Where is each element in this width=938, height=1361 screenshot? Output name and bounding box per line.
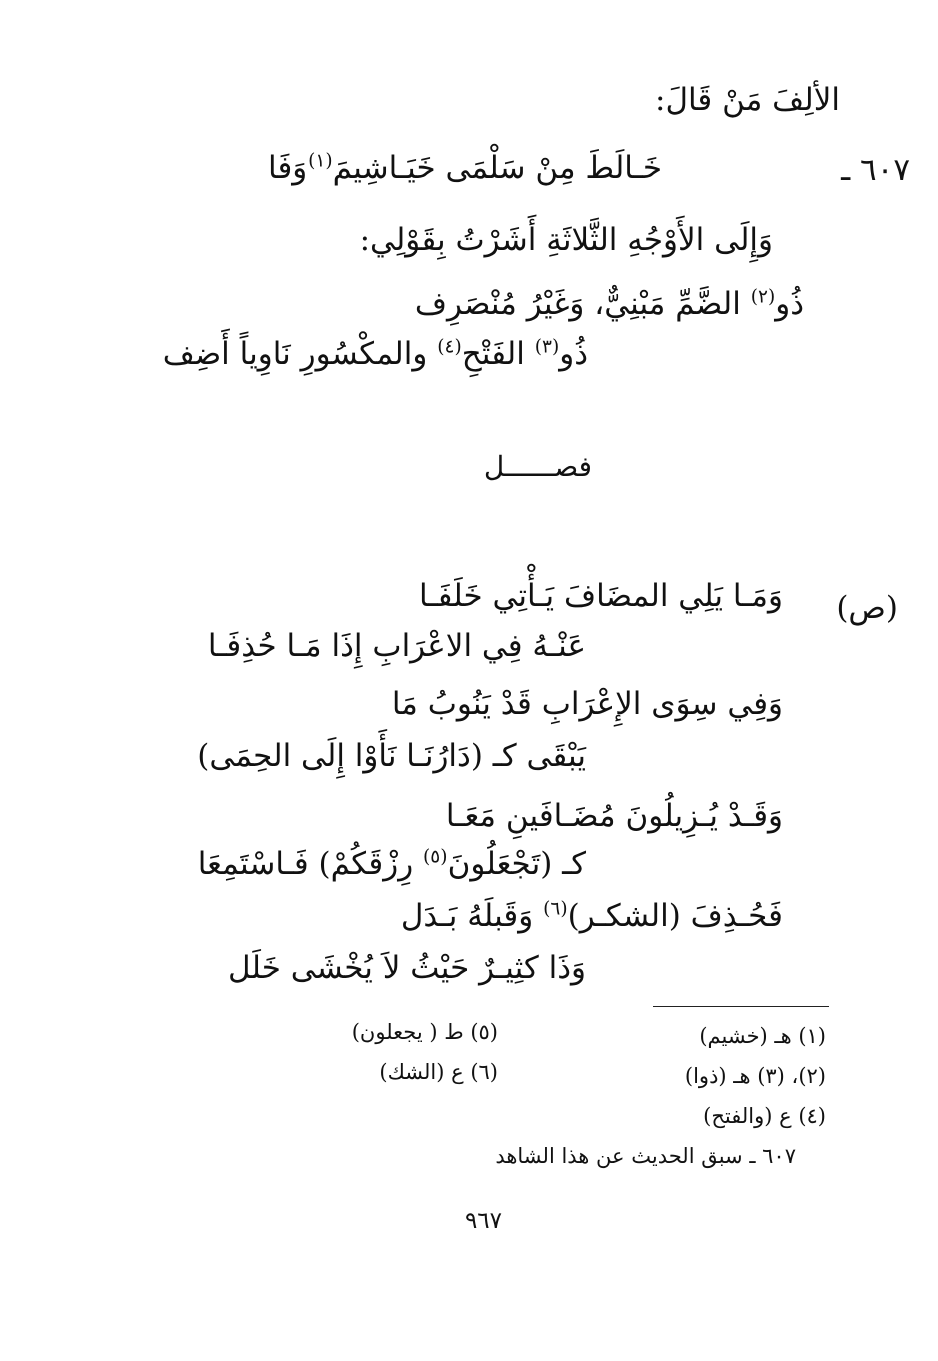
footnote-ref-6: (٦) [543, 898, 568, 920]
verse-line-6-pre: كـ (تَجْعَلُونَ [447, 846, 586, 882]
verse-number-607: ٦٠٧ ـ [841, 152, 910, 188]
footnote-ref-4: (٤) [437, 336, 462, 358]
couplet-line-2-mid: الفَتْحِ [461, 336, 525, 372]
couplet-line-1-post: الضَّمِّ مَبْنِيٌّ، وَغَيْرُ مُنْصَرِف [414, 286, 741, 322]
three-ways-line: وَإِلَى الأَوْجُهِ الثَّلاثَةِ أَشَرْتُ بِقَوْلِي: [359, 222, 773, 258]
footnote-ref-5: (٥) [423, 846, 448, 868]
footnote-separator [653, 1006, 829, 1007]
footnote-ref-3: (٣) [534, 336, 560, 358]
verse-line-5: وَقَـدْ يُـزِيلُونَ مُضَـافَينِ مَعَـا [445, 798, 783, 834]
verse-line-8: وَذَا كثِيـرٌ حَيْثُ لاَ يُخْشَى خَلَل [228, 950, 586, 986]
footnote-2-3: (٢)، (٣) هـ (ذوا) [684, 1064, 826, 1088]
couplet-line-2-pre: ذُو [559, 336, 588, 372]
couplet-line-2 [163, 336, 588, 372]
verse-marker: (ص) [836, 590, 898, 626]
page-number: ٩٦٧ [464, 1208, 502, 1234]
verse-line-2: عَنْـهُ فِي الاعْرَابِ إِذَا مَـا حُذِفَـا [207, 628, 586, 664]
verse-line-7 [401, 898, 783, 934]
footnote-6: (٦) ع (الشك) [379, 1060, 498, 1084]
footnote-5: (٥) ط ( يجعلون) [351, 1020, 498, 1044]
intro-line: الألِفَ مَنْ قَالَ: [655, 82, 840, 118]
couplet-line-2-post: والمكْسُورِ نَاوِياً أَضِف [162, 336, 428, 372]
verse-line-6-post: رِزْقَكُمْ) فَـاسْتَمِعَا [197, 846, 414, 882]
couplet-line-1 [415, 286, 804, 322]
verse-line-3: وَفِي سِوَى الإِعْرَابِ قَدْ يَنُوبُ مَا [391, 686, 783, 722]
verse-607-hemistich-left: وَفَا [268, 150, 308, 186]
verse-line-7-post: وَقَبلَهُ بَـدَل [400, 898, 534, 934]
footnote-1: (١) هـ (خشيم) [699, 1024, 826, 1048]
footnote-4: (٤) ع (والفتح) [703, 1104, 826, 1128]
section-heading: فصــــــل [483, 450, 592, 483]
footnote-607: ٦٠٧ ـ سبق الحديث عن هذا الشاهد [495, 1144, 796, 1168]
verse-607-hemistich-right [308, 150, 662, 186]
footnote-ref-1: (١) [308, 150, 333, 172]
verse-line-7-pre: فَحُـذِفَ (الشكـر) [567, 898, 783, 934]
verse-607-text: خَـالَطَ مِنْ سَلْمَى خَيَـاشِيمَ [332, 150, 662, 186]
verse-line-4: يَبْقَى كـ (دَارُنَـا نَأَوْا إِلَى الحِمَى) [197, 738, 586, 774]
verse-line-6 [198, 846, 586, 882]
footnote-ref-2: (٢) [750, 286, 776, 308]
verse-line-1: وَمَـا يَلِي المضَافَ يَـأْتِي خَلَفَـا [419, 578, 783, 614]
couplet-line-1-pre: ذُو [775, 286, 804, 322]
